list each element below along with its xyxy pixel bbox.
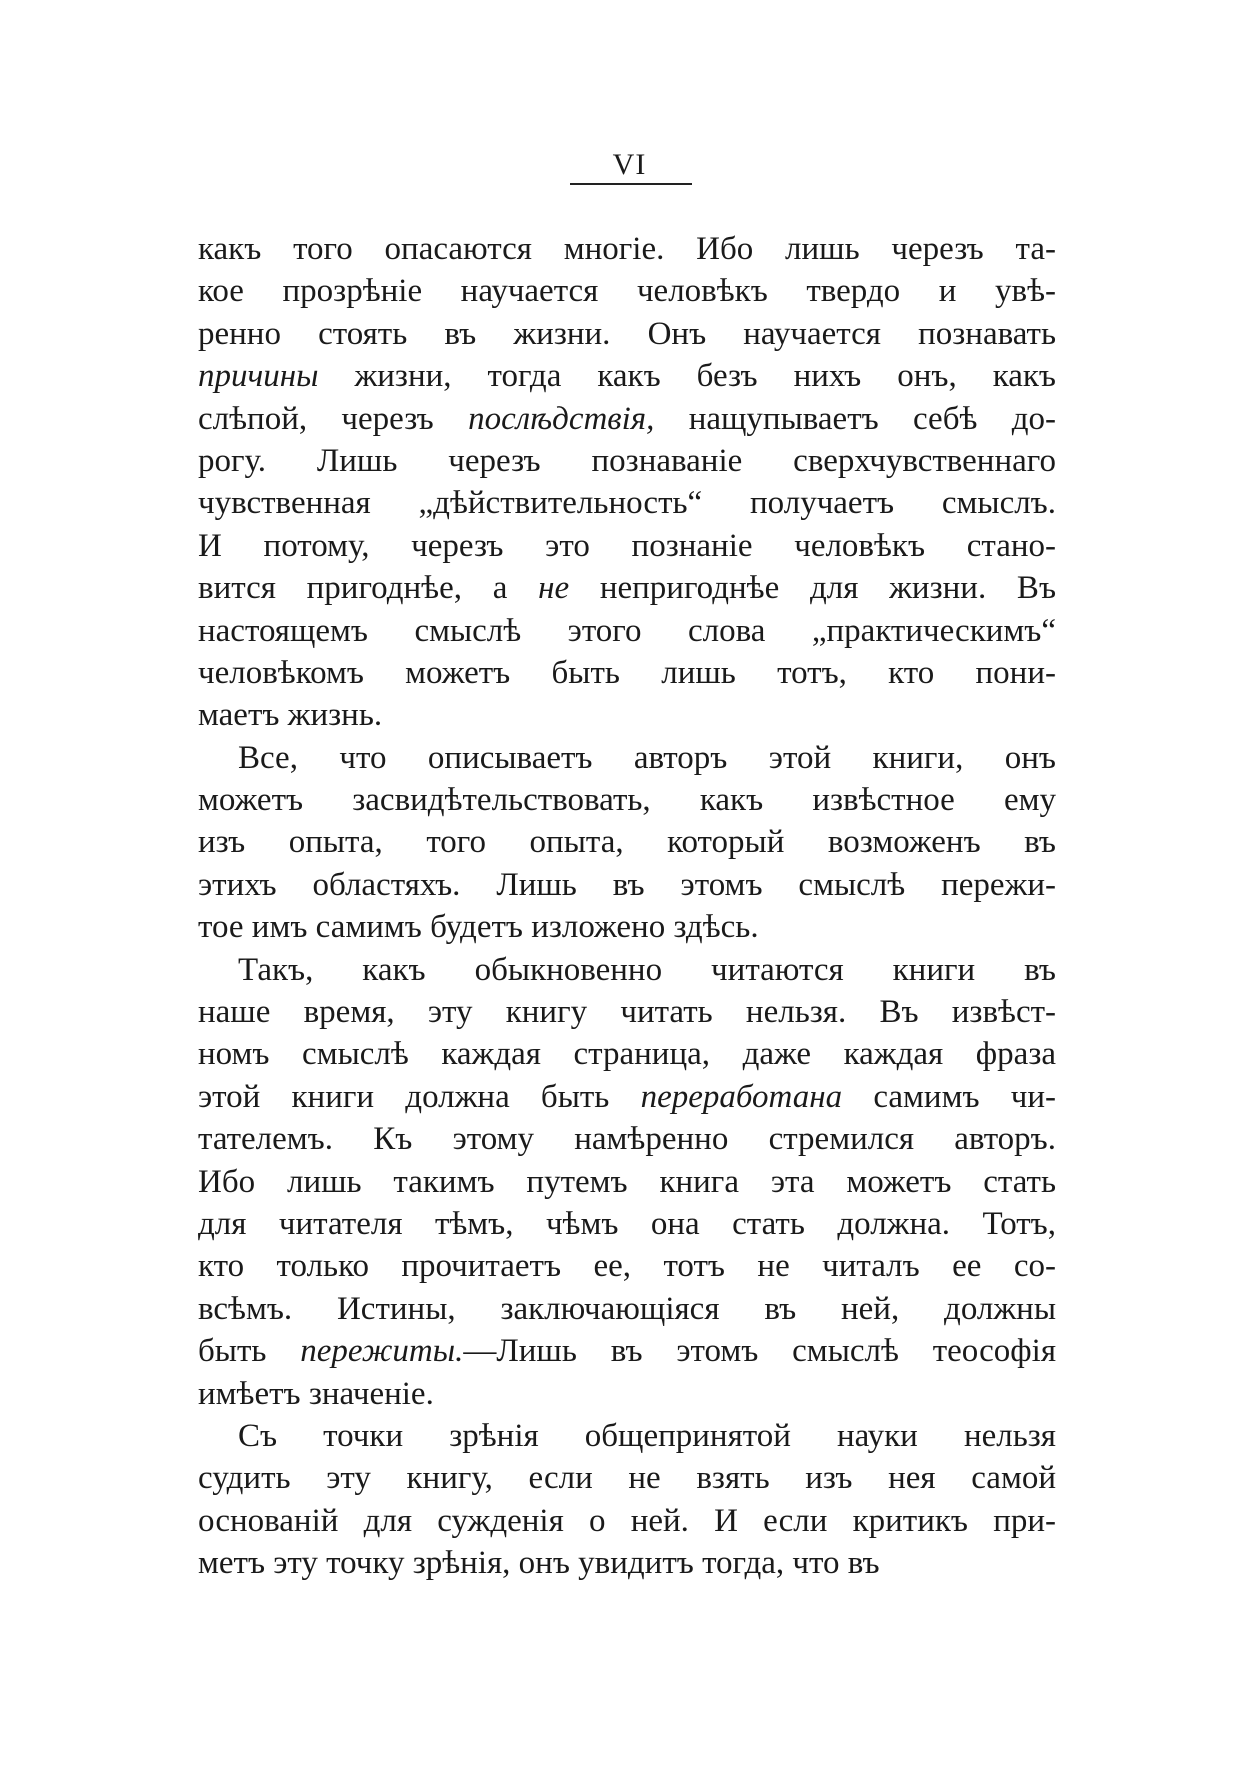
text-line	[198, 1373, 1056, 1415]
italic-emphasis: не	[538, 570, 570, 607]
text-run: изъ опыта, того опыта, который возможенъ въ	[198, 824, 1056, 861]
page-number: VI	[612, 148, 647, 181]
italic-emphasis: пережиты.	[300, 1333, 464, 1370]
text-run: основаній для сужденія о ней. И если критикъ при-	[198, 1502, 1056, 1539]
text-line	[198, 1288, 1056, 1330]
text-line	[198, 652, 1056, 694]
text-run: быть	[198, 1333, 301, 1370]
text-line	[198, 779, 1056, 821]
text-run: слѣпой, черезъ	[198, 400, 469, 437]
text-run: Ибо лишь такимъ путемъ книга эта можетъ стать	[198, 1163, 1056, 1200]
text-line	[198, 228, 1056, 270]
text-run: чувственная „дѣйствительность“ получаетъ смыслъ.	[198, 485, 1056, 522]
text-line	[198, 821, 1056, 863]
text-line	[198, 1415, 1056, 1457]
text-line	[198, 737, 1056, 779]
text-run: метъ эту точку зрѣнія, онъ увидитъ тогда, что въ	[198, 1545, 880, 1582]
text-run: нащупываетъ себѣ до-	[654, 400, 1056, 437]
text-run: судить эту книгу, если не взять изъ нея самой	[198, 1460, 1056, 1497]
text-run: человѣкомъ можетъ быть лишь тотъ, кто пони-	[198, 654, 1056, 691]
text-line	[198, 1033, 1056, 1075]
text-run: —Лишь въ этомъ смыслѣ теософія	[463, 1333, 1056, 1370]
text-line	[198, 1245, 1056, 1287]
text-run: имѣетъ значеніе.	[198, 1375, 434, 1412]
text-run: жизни, тогда какъ безъ нихъ онъ, какъ	[318, 358, 1056, 395]
paragraph	[198, 949, 1056, 1415]
text-run: непригоднѣе для жизни. Въ	[569, 570, 1056, 607]
text-run: наше время, эту книгу читать нельзя. Въ извѣст-	[198, 994, 1056, 1031]
text-run: всѣмъ. Истины, заключающіяся въ ней, должны	[198, 1290, 1056, 1327]
italic-emphasis: переработана	[640, 1078, 843, 1115]
text-line	[198, 991, 1056, 1033]
italic-emphasis: причины	[198, 358, 319, 395]
text-line	[198, 949, 1056, 991]
text-run: кто только прочитаетъ ее, тотъ не читалъ ее со-	[198, 1248, 1056, 1285]
text-line	[198, 610, 1056, 652]
text-line	[198, 1500, 1056, 1542]
text-run: Все, что описываетъ авторъ этой книги, онъ	[238, 739, 1056, 776]
text-run: для читателя тѣмъ, чѣмъ она стать должна. Тотъ,	[198, 1205, 1056, 1242]
text-line	[198, 355, 1056, 397]
text-line	[198, 864, 1056, 906]
text-line	[198, 1457, 1056, 1499]
text-line	[198, 398, 1056, 440]
text-run: И потому, черезъ это познаніе человѣкъ стано-	[198, 527, 1056, 564]
text-line	[198, 1542, 1056, 1584]
text-line	[198, 906, 1056, 948]
paragraph	[198, 228, 1056, 737]
text-run: настоящемъ смыслѣ этого слова „практическимъ“	[198, 612, 1056, 649]
text-line	[198, 567, 1056, 609]
text-run: кое прозрѣніе научается человѣкъ твердо и увѣ-	[198, 273, 1056, 310]
text-line	[198, 1076, 1056, 1118]
text-run: Такъ, какъ обыкновенно читаются книги въ	[238, 951, 1056, 988]
text-line	[198, 1118, 1056, 1160]
text-line	[198, 270, 1056, 312]
paragraph	[198, 737, 1056, 949]
text-line	[198, 1203, 1056, 1245]
paragraph	[198, 1415, 1056, 1585]
text-run: этой книги должна быть	[198, 1078, 641, 1115]
text-line	[198, 1161, 1056, 1203]
text-line	[198, 694, 1056, 736]
text-run: рогу. Лишь черезъ познаваніе сверхчувственнаго	[198, 442, 1056, 479]
text-run: маетъ жизнь.	[198, 697, 383, 734]
italic-emphasis: послѣдствія,	[468, 400, 655, 437]
text-run: можетъ засвидѣтельствовать, какъ извѣстное ему	[198, 782, 1056, 819]
text-run: тое имъ самимъ будетъ изложено здѣсь.	[198, 909, 759, 946]
text-line	[198, 525, 1056, 567]
text-line	[198, 440, 1056, 482]
header-rule	[570, 183, 692, 185]
text-run: самимъ чи-	[842, 1078, 1056, 1115]
text-run: Съ точки зрѣнія общепринятой науки нельзя	[238, 1417, 1056, 1454]
text-line	[198, 482, 1056, 524]
text-line	[198, 1330, 1056, 1372]
text-run: ренно стоять въ жизни. Онъ научается познавать	[198, 315, 1056, 352]
body-text	[198, 228, 1056, 1585]
text-run: номъ смыслѣ каждая страница, даже каждая фраза	[198, 1036, 1056, 1073]
text-run: этихъ областяхъ. Лишь въ этомъ смыслѣ пережи-	[198, 866, 1056, 903]
text-run: тателемъ. Къ этому намѣренно стремился авторъ.	[198, 1121, 1056, 1158]
text-run: вится пригоднѣе, а	[198, 570, 539, 607]
text-run: какъ того опасаются многіе. Ибо лишь черезъ та-	[198, 231, 1056, 267]
text-line	[198, 313, 1056, 355]
